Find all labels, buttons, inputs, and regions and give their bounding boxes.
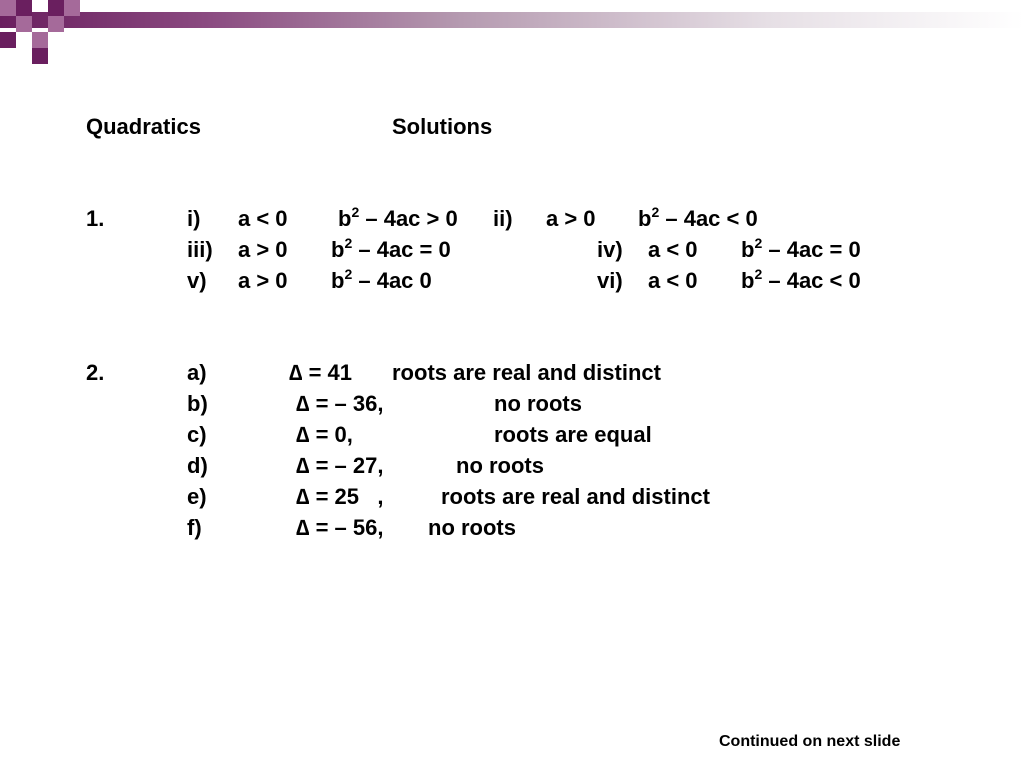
- q2-item-result: no roots: [456, 453, 544, 478]
- q2-item-result: roots are equal: [494, 422, 652, 447]
- q1-item-a-condition: a < 0: [238, 206, 288, 231]
- decor-square: [0, 0, 16, 16]
- q1-item-a-condition: a > 0: [238, 268, 288, 293]
- discriminant-exponent: 2: [754, 235, 763, 251]
- q2-item-label: f): [187, 515, 202, 540]
- heading-solutions: Solutions: [392, 114, 493, 139]
- discriminant-exponent: 2: [351, 204, 360, 220]
- q2-item-delta: ∆ = – 27,: [296, 453, 384, 478]
- q2-item-result: no roots: [428, 515, 516, 540]
- discriminant-rest: – 4ac < 0: [762, 268, 861, 293]
- q1-item-label: iv): [597, 237, 623, 262]
- discriminant-rest: – 4ac = 0: [762, 237, 861, 262]
- decor-square: [48, 16, 64, 32]
- discriminant-rest: – 4ac = 0: [352, 237, 451, 262]
- q2-item-delta: ∆ = 41: [289, 360, 353, 385]
- q2-item-delta: ∆ = 0,: [296, 422, 353, 447]
- discriminant-exponent: 2: [344, 266, 353, 282]
- discriminant-base: b: [741, 237, 755, 262]
- q2-item-label: d): [187, 453, 208, 478]
- decor-square: [16, 0, 32, 16]
- discriminant-exponent: 2: [344, 235, 353, 251]
- q1-item-label: v): [187, 268, 207, 293]
- q2-item-label: e): [187, 484, 207, 509]
- discriminant-base: b: [638, 206, 652, 231]
- q1-item-label: i): [187, 206, 201, 231]
- q1-item-discriminant: [338, 204, 458, 231]
- q1-item-label: vi): [597, 268, 623, 293]
- decor-square: [16, 16, 32, 32]
- q1-item-discriminant: [331, 266, 432, 293]
- q2-item-result: no roots: [494, 391, 582, 416]
- continued-note: Continued on next slide: [719, 733, 901, 750]
- discriminant-exponent: 2: [754, 266, 763, 282]
- q1-item-label: ii): [493, 206, 513, 231]
- q1-item-a-condition: a > 0: [546, 206, 596, 231]
- q1-number: 1.: [86, 206, 105, 231]
- decor-square: [48, 0, 64, 16]
- q2-item-result: roots are real and distinct: [392, 360, 661, 385]
- q2-item-result: roots are real and distinct: [441, 484, 710, 509]
- decor-square: [64, 0, 80, 16]
- q2-item-delta: ∆ = 25 ,: [296, 484, 384, 509]
- q1-item-discriminant: [331, 235, 451, 262]
- discriminant-base: b: [338, 206, 352, 231]
- q2-item-label: a): [187, 360, 207, 385]
- q1-item-label: iii): [187, 237, 213, 262]
- q1-item-discriminant: [638, 204, 758, 231]
- q2-item-label: b): [187, 391, 208, 416]
- decor-square: [32, 48, 48, 64]
- q2-number: 2.: [86, 360, 105, 385]
- discriminant-base: b: [331, 237, 345, 262]
- discriminant-rest: – 4ac 0: [352, 268, 432, 293]
- discriminant-base: b: [331, 268, 345, 293]
- discriminant-base: b: [741, 268, 755, 293]
- decor-square: [0, 32, 16, 48]
- q1-item-a-condition: a > 0: [238, 237, 288, 262]
- q1-item-discriminant: [741, 235, 861, 262]
- discriminant-exponent: 2: [651, 204, 660, 220]
- q2-item-delta: ∆ = – 56,: [296, 515, 384, 540]
- discriminant-rest: – 4ac < 0: [659, 206, 758, 231]
- q2-item-delta: ∆ = – 36,: [296, 391, 384, 416]
- q2-item-label: c): [187, 422, 207, 447]
- heading-quadratics: Quadratics: [86, 114, 201, 139]
- q1-item-discriminant: [741, 266, 861, 293]
- discriminant-rest: – 4ac > 0: [359, 206, 458, 231]
- decor-square: [32, 32, 48, 48]
- q1-item-a-condition: a < 0: [648, 268, 698, 293]
- header-gradient-bar: [0, 12, 1024, 28]
- q1-item-a-condition: a < 0: [648, 237, 698, 262]
